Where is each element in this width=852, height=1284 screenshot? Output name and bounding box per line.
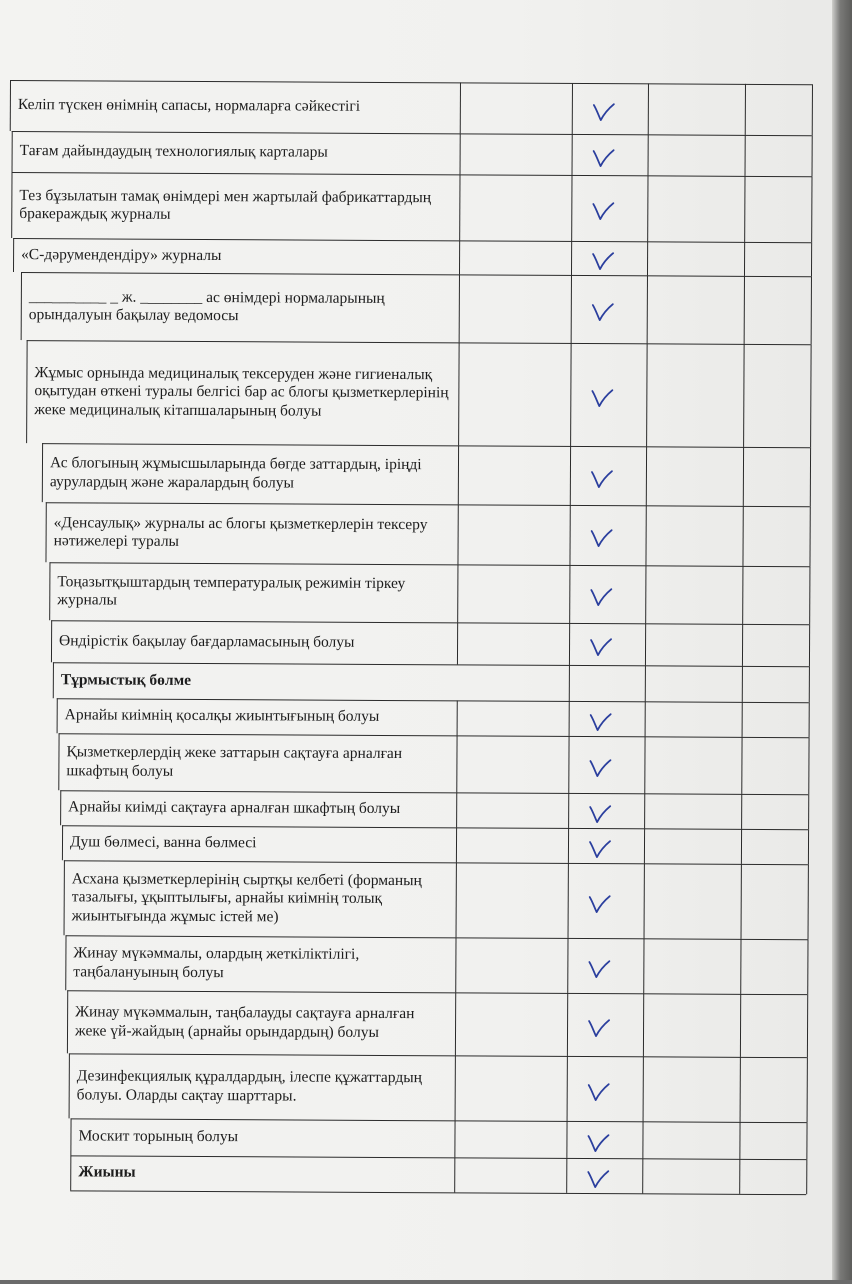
check-mark-icon [590, 387, 614, 409]
column-border [455, 992, 457, 1055]
row-border [69, 1053, 807, 1058]
column-border [568, 828, 570, 863]
table-right-border [810, 447, 812, 506]
row-border [42, 443, 810, 448]
column-border [456, 862, 458, 937]
column-border [456, 792, 458, 827]
column-border [458, 445, 460, 504]
column-border [572, 134, 574, 175]
column-border [460, 133, 462, 174]
table-left-border [57, 698, 59, 733]
table-right-border [806, 1122, 808, 1159]
table-left-border [69, 1053, 71, 1118]
check-mark-icon [588, 757, 612, 779]
column-border [569, 565, 571, 623]
table-left-border [42, 443, 44, 502]
check-mark-icon [589, 711, 613, 733]
table-right-border [812, 84, 814, 135]
table-right-border [809, 702, 811, 737]
column-border [740, 1057, 742, 1122]
check-mark-icon [587, 1081, 611, 1103]
row-border [67, 990, 807, 995]
table-right-border [809, 666, 811, 702]
table-left-border [64, 860, 66, 935]
row-border [53, 662, 809, 667]
table-left-border [49, 562, 51, 620]
table-left-border [65, 935, 67, 990]
column-border [645, 505, 647, 565]
criterion-text: Тез бұзылатын тамақ өнімдері мен жартылай фабрикаттардың бракераждық журналы [19, 186, 432, 223]
column-border [740, 994, 742, 1057]
check-mark-icon [588, 893, 612, 915]
criterion-text: Асхана қызметкерлерінің сыртқы келбеті (форманың тазалығы, ұқыптылығы, арнайы киімнің толық жиынтығында жұмыс істей ме) [71, 869, 422, 925]
check-mark-icon [589, 636, 613, 658]
column-border [457, 700, 459, 735]
column-border [570, 446, 572, 505]
table-left-border [70, 1155, 72, 1190]
column-border [645, 623, 647, 665]
row-border [64, 860, 808, 865]
table-right-border [808, 864, 810, 939]
column-border [742, 702, 744, 737]
column-border [742, 506, 744, 566]
criterion-text: Москит торының болуы [78, 1127, 239, 1146]
column-border [744, 176, 746, 242]
table-left-border [21, 272, 23, 340]
table-right-border [809, 506, 811, 566]
column-border [644, 828, 646, 863]
table-right-border [811, 242, 813, 276]
check-mark-icon [586, 1132, 610, 1154]
column-border [741, 737, 743, 794]
column-border [566, 1121, 568, 1158]
table-right-border [807, 939, 809, 994]
row-border [13, 238, 811, 244]
column-border [459, 240, 461, 274]
column-border [571, 241, 573, 275]
column-border [644, 793, 646, 828]
check-mark-icon [590, 527, 614, 549]
column-border [571, 175, 573, 241]
column-border [572, 83, 574, 134]
column-border [566, 1158, 568, 1193]
column-border [569, 701, 571, 736]
column-border [457, 622, 459, 664]
column-border [642, 1158, 644, 1193]
row-border [59, 733, 809, 738]
row-border [10, 80, 812, 86]
column-border [457, 504, 459, 564]
column-border [643, 1056, 645, 1121]
check-mark-icon [586, 1168, 610, 1190]
column-border [457, 564, 459, 622]
table-right-border [808, 829, 810, 864]
criterion-text: Келіп түскен өнімнің сапасы, нормаларға сәйкестігі [17, 96, 361, 115]
column-border [742, 666, 744, 702]
column-border [567, 993, 569, 1056]
column-border [568, 793, 570, 828]
check-mark-icon [589, 586, 613, 608]
row-border [70, 1190, 806, 1195]
criterion-text: Душ бөлмесі, ванна бөлмесі [69, 833, 257, 852]
row-border [12, 131, 812, 137]
table-right-border [808, 737, 810, 794]
table-right-border [812, 135, 814, 176]
column-border [569, 623, 571, 665]
table-right-border [810, 344, 812, 447]
table-left-border [53, 662, 55, 698]
criterion-text: __________ _ ж. ________ ас өнімдері нормаларының орындалуын бақылау ведомосы [28, 287, 385, 325]
table-left-border [62, 825, 64, 860]
column-border [567, 1056, 569, 1121]
column-border [745, 135, 747, 176]
column-border [645, 665, 647, 701]
criterion-text: Жинау мүкәммалын, таңбалауды сақтауға арналған жеке үй-жайдың (арнайы орындардың) болуы [74, 1003, 415, 1041]
row-border [12, 172, 812, 178]
check-mark-icon [587, 1017, 611, 1039]
column-border [742, 566, 744, 624]
column-border [741, 864, 743, 939]
column-border [569, 505, 571, 565]
column-border [458, 342, 460, 445]
table-right-border [806, 1159, 808, 1194]
column-border [644, 736, 646, 793]
criterion-text: Жиыны [78, 1163, 136, 1181]
criterion-text: Өндірістік бақылау бағдарламасының болуы [59, 631, 355, 651]
table-right-border [811, 176, 813, 242]
column-border [455, 1055, 457, 1120]
column-border [459, 174, 461, 240]
table-left-border [58, 733, 60, 790]
column-border [568, 736, 570, 793]
column-border [646, 446, 648, 505]
table-left-border [45, 502, 47, 562]
criterion-text: Арнайы киімді сақтауға арналған шкафтың болуы [68, 798, 401, 818]
column-border [741, 829, 743, 864]
row-border [57, 698, 809, 703]
check-mark-icon [591, 250, 615, 272]
column-border [648, 83, 650, 134]
column-border [647, 275, 649, 343]
column-border [644, 863, 646, 938]
criterion-text: Қызметкерлердің жеке заттарын сақтауға арналған шкафтың болуы [66, 743, 403, 780]
table-left-border [67, 990, 69, 1053]
table-right-border [807, 994, 809, 1057]
criterion-text: Дезинфекциялық құралдардың, ілеспе құжаттардың болуы. Оларды сақтау шарттары. [76, 1067, 422, 1105]
column-border [571, 275, 573, 343]
column-border [744, 242, 746, 276]
criterion-text: Тоңазытқыштардың температуралық режимін тіркеу журналы [57, 572, 406, 609]
row-border [49, 562, 809, 567]
column-border [743, 447, 745, 506]
row-border [62, 825, 808, 830]
row-border [60, 790, 808, 795]
check-mark-icon [590, 468, 614, 490]
table-left-border [70, 1118, 72, 1155]
section-heading: Тұрмыстық бөлме [60, 670, 192, 689]
column-border [741, 794, 743, 829]
check-mark-icon [588, 838, 612, 860]
check-mark-icon [588, 803, 612, 825]
column-border [454, 1157, 456, 1192]
table-left-border [60, 790, 62, 825]
table-right-border [807, 1057, 809, 1122]
check-mark-icon [591, 200, 615, 222]
table-right-border [811, 276, 813, 344]
table-left-border [11, 172, 13, 238]
column-border [569, 665, 571, 701]
check-mark-icon [592, 147, 616, 169]
criterion-text: «Денсаулық» журналы ас блогы қызметкерлерін тексеру нәтижелері туралы [53, 513, 428, 550]
column-border [739, 1122, 741, 1159]
column-border [745, 84, 747, 135]
criterion-text: Ас блогының жұмысшыларында бөгде заттардың, іріңді аурулардың және жаралардың болуы [49, 454, 422, 491]
column-border [744, 276, 746, 344]
column-border [567, 938, 569, 993]
check-mark-icon [587, 958, 611, 980]
row-border [71, 1118, 807, 1123]
criterion-text: «С-дәрумендендіру» журналы [21, 245, 222, 264]
table-left-border [51, 620, 53, 662]
column-border [460, 82, 462, 133]
criterion-text: Жұмыс орнында медициналық тексеруден және гигиеналық оқытудан өткені туралы белгісі бар ас блогы қызметкерлерінің жеке медициналық кітапшаларының болуы [34, 363, 449, 420]
table-right-border [808, 794, 810, 829]
row-border [46, 502, 810, 507]
check-mark-icon [591, 301, 615, 323]
column-border [740, 939, 742, 994]
column-border [570, 343, 572, 446]
column-border [642, 1121, 644, 1158]
column-border [643, 938, 645, 993]
column-border [739, 1159, 741, 1194]
table-left-border [12, 131, 14, 172]
column-border [647, 241, 649, 275]
check-mark-icon [592, 101, 616, 123]
column-border [742, 624, 744, 666]
column-border [643, 993, 645, 1056]
column-border [455, 937, 457, 992]
row-border [51, 620, 809, 625]
criterion-text: Жинау мүкәммалы, олардың жеткіліктілігі, таңбалануының болуы [73, 944, 360, 981]
table-left-border [26, 340, 28, 443]
column-border [645, 701, 647, 736]
column-border [646, 343, 648, 446]
column-border [454, 1120, 456, 1157]
table-right-border [809, 566, 811, 624]
table-left-border [10, 80, 12, 131]
row-border [21, 272, 811, 278]
column-border [648, 134, 650, 175]
row-border [66, 935, 808, 940]
column-border [743, 344, 745, 447]
column-border [647, 175, 649, 241]
criterion-text: Тағам дайындаудың технологиялық карталары [19, 142, 328, 161]
row-border [27, 340, 811, 345]
column-border [459, 274, 461, 342]
table-right-border [809, 624, 811, 666]
column-border [568, 863, 570, 938]
column-border [645, 565, 647, 623]
table-left-border [13, 238, 15, 272]
criterion-text: Арнайы киімнің қосалқы жиынтығының болуы [64, 706, 380, 725]
column-border [456, 735, 458, 792]
column-border [456, 827, 458, 862]
row-border [70, 1155, 806, 1160]
